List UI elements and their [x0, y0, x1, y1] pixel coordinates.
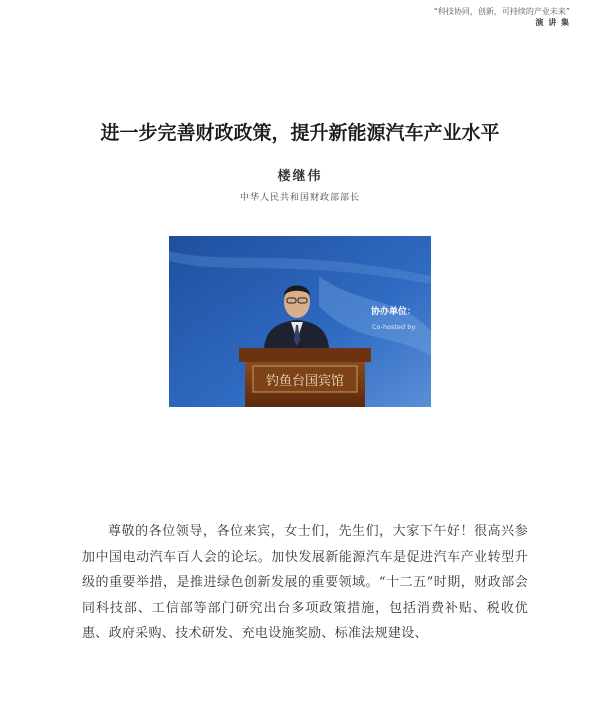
podium-text: 钓鱼台国宾馆 [265, 374, 345, 389]
article-author: 楼继伟 [277, 169, 323, 184]
screen-text-en: Co-hosted by: [372, 323, 417, 331]
article-body: 尊敬的各位领导，各位来宾，女士们，先生们，大家下午好！很高兴参加中国电动汽车百人会的论坛。加快发展新能源汽车是促进汽车产业转型升级的重要举措，是推进绿色创新发展的重要领域。“十二五”时期，财政部会同科技部、工信部等部门研究出台多项政策措施，包括消费补贴、税收优惠、政府采购、技术研发、充电设施奖励、标准法规建设、 [82, 524, 528, 641]
running-header [434, 6, 570, 28]
header-section-label: 演 讲 集 [535, 18, 570, 27]
author-affiliation: 中华人民共和国财政部部长 [239, 193, 360, 203]
speaker-photo [169, 236, 431, 407]
header-quote-text: “科技协同，创新，可持续的产业未来” [433, 7, 570, 16]
podium [239, 348, 371, 407]
article-title: 进一步完善财政政策，提升新能源汽车产业水平 [100, 122, 500, 144]
screen-text-cn: 协办单位： [371, 307, 417, 317]
